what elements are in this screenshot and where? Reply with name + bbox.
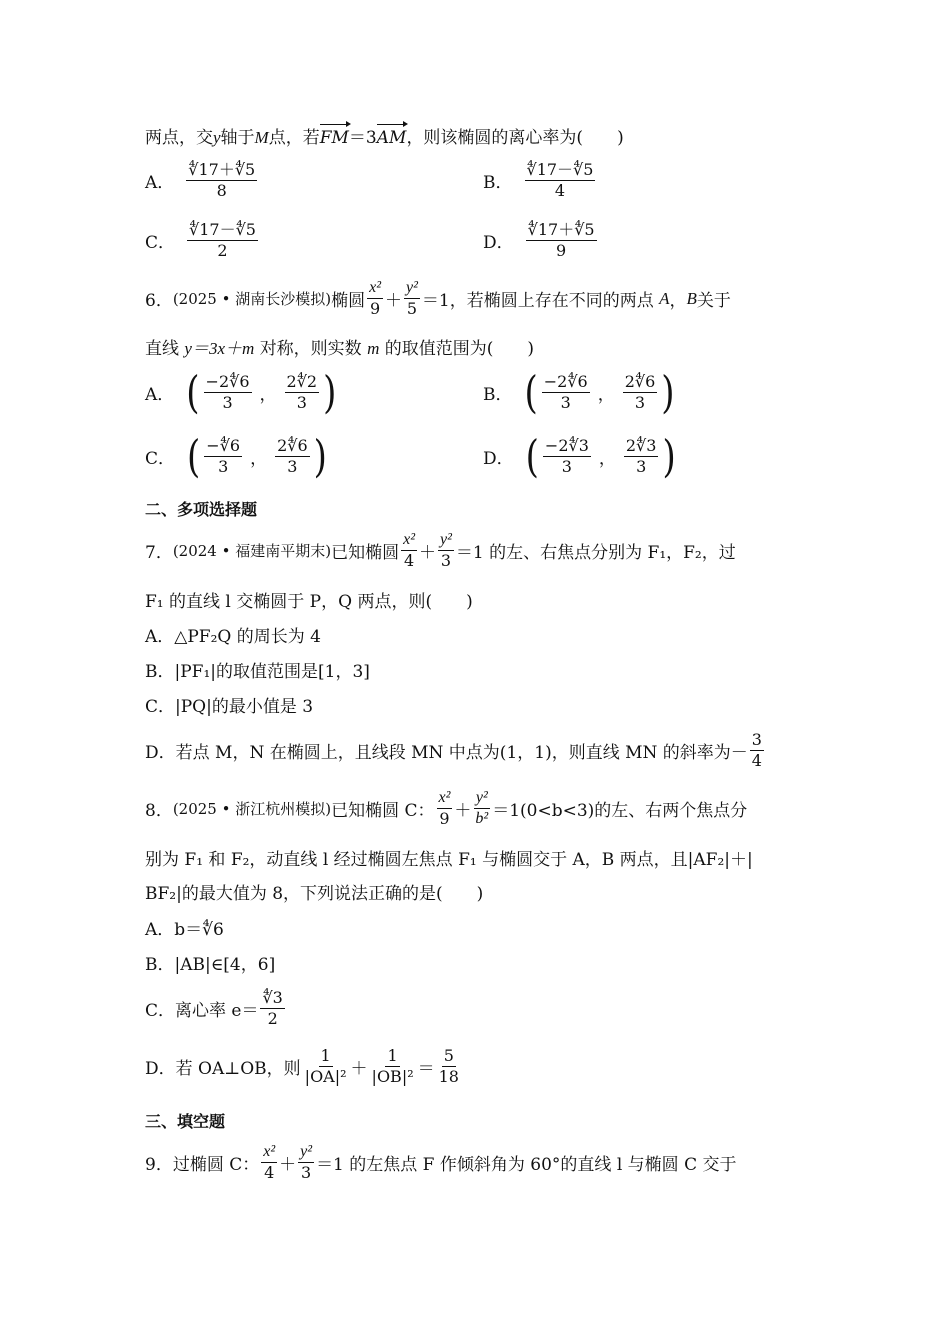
vector-fm: FM <box>319 128 349 148</box>
q6-var: A <box>659 288 670 308</box>
q8-stem-line3: BF₂|的最大值为 8，下列说法正确的是( ) <box>145 884 484 904</box>
denominator: 4 <box>751 751 762 770</box>
fraction <box>367 278 383 319</box>
q9-text: 过椭圆 C： <box>172 1155 260 1175</box>
numerator: 2∜6 <box>624 372 656 391</box>
q5-text: ＝3 <box>348 128 377 148</box>
denominator: 5 <box>406 299 418 318</box>
numerator: ∜17－∜5 <box>189 220 256 239</box>
q5-text: 轴于 <box>220 128 255 148</box>
right-paren: ) <box>313 430 327 483</box>
q6-stem: 6． (2025 • 湖南长沙模拟) 椭圆 $\frac{\text{x²}}{9}$ ＋ $\frac{\text{y²}}{5}$ ＝1，若椭圆上存在不同的两点 A ， B 关于 <box>145 279 731 318</box>
denominator: 3 <box>296 393 307 412</box>
fraction <box>473 788 490 829</box>
q7-option-c[interactable]: C．|PQ|的最小值是 3 <box>145 697 314 717</box>
denominator: b² <box>475 810 489 827</box>
fraction <box>542 372 590 413</box>
left-paren: ( <box>187 430 201 483</box>
q5-option-a[interactable] <box>145 160 259 201</box>
question-number: 9． <box>145 1155 173 1175</box>
numerator: x² <box>367 278 383 299</box>
q6-option-c[interactable]: C． ( $\frac{-∜6}{3}$ ， $\frac{2∜6}{3}$ ) <box>145 430 327 483</box>
denominator: 3 <box>440 551 452 570</box>
option-text: D．若 OA⊥OB，则 <box>145 1059 301 1079</box>
q6-text: 对称，则实数 <box>259 339 362 359</box>
question-number: 8． <box>145 801 173 821</box>
fraction <box>525 160 596 201</box>
left-paren: ( <box>525 430 539 483</box>
fraction <box>285 372 320 413</box>
numerator: x² <box>261 1142 277 1163</box>
fraction <box>204 436 242 477</box>
denominator: 4 <box>264 1163 275 1182</box>
fraction <box>543 436 591 477</box>
numerator: 1 <box>387 1046 398 1065</box>
q9-stem: 9． 过椭圆 C： $\frac{\text{x²}}{4}$ ＋ $\frac{\text{y²}}{3}$ ＝1 的左焦点 F 作倾斜角为 60°的直线 l 与椭圆 C 交于 <box>145 1143 737 1182</box>
q6-option-d[interactable]: D． ( $\frac{-2∜3}{3}$ ， $\frac{2∜3}{3}$ ) <box>483 430 676 483</box>
numerator: ∜17－∜5 <box>526 160 594 179</box>
q6-text: 的取值范围为( ) <box>384 339 535 359</box>
q8-text: 已知椭圆 C： <box>331 801 435 821</box>
left-paren: ( <box>524 366 538 419</box>
fraction <box>303 1046 349 1087</box>
right-paren: ) <box>323 366 337 419</box>
q5-option-b[interactable] <box>483 160 597 201</box>
numerator: 3 <box>751 730 762 749</box>
q6-equation: y＝3x＋m <box>184 339 255 358</box>
q7-text: 已知椭圆 <box>331 543 400 563</box>
q6-option-a[interactable]: A． ( $\frac{-2∜6}{3}$ ， $\frac{2∜2}{3}$ ) <box>145 366 337 419</box>
numerator: y² <box>298 1142 314 1163</box>
denominator: 9 <box>439 809 450 828</box>
q6-text: 椭圆 <box>331 291 366 311</box>
q7-option-b[interactable]: B．|PF₁|的取值范围是[1，3] <box>145 662 370 682</box>
fraction <box>187 220 258 261</box>
denominator: |OB|² <box>371 1067 414 1086</box>
q6-stem-line2 <box>145 337 534 361</box>
q6-text: 直线 <box>145 339 179 359</box>
option-text: C．离心率 e＝ <box>145 1001 259 1021</box>
numerator: 5 <box>443 1046 454 1065</box>
q5-option-c[interactable] <box>145 220 260 261</box>
fraction <box>204 372 252 413</box>
fraction <box>370 1046 416 1087</box>
q5-text: 两点，交 <box>145 128 213 148</box>
numerator: 1 <box>320 1046 331 1065</box>
fraction <box>260 988 284 1029</box>
q6-text: ＝1，若椭圆上存在不同的两点 <box>421 291 654 311</box>
numerator: −2∜6 <box>543 372 588 391</box>
question-source: (2025 • 湖南长沙模拟) <box>172 290 332 308</box>
numerator: y² <box>474 788 490 809</box>
q8-text: ＝1(0<b<3)的左、右两个焦点分 <box>492 801 748 821</box>
q8-option-c[interactable] <box>145 988 287 1029</box>
fraction <box>275 436 310 477</box>
option-label: B． <box>483 385 513 405</box>
q6-var: B <box>686 288 697 308</box>
fraction <box>186 160 257 201</box>
numerator: y² <box>404 278 420 299</box>
q9-text: ＝1 的左焦点 F 作倾斜角为 60°的直线 l 与椭圆 C 交于 <box>316 1155 737 1175</box>
q5-stem <box>145 126 624 150</box>
denominator: 3 <box>287 457 298 476</box>
q7-text: ＝1 的左、右焦点分别为 F₁，F₂，过 <box>455 543 736 563</box>
numerator: 2∜3 <box>625 436 657 455</box>
option-label: B． <box>483 173 513 193</box>
denominator: 4 <box>554 181 566 200</box>
q6-option-b[interactable]: B． ( $\frac{-2∜6}{3}$ ， $\frac{2∜6}{3}$ ) <box>483 366 675 419</box>
denominator: 3 <box>561 457 572 476</box>
option-text: D．若点 M，N 在椭圆上，且线段 MN 中点为(1，1)，则直线 MN 的斜率为－ <box>145 743 748 763</box>
denominator: |OA|² <box>304 1067 347 1086</box>
q6-var: m <box>367 339 380 358</box>
fraction <box>623 372 658 413</box>
numerator: ∜17＋∜5 <box>527 220 595 239</box>
numerator: −2∜3 <box>544 436 589 455</box>
right-paren: ) <box>662 430 676 483</box>
question-source: (2024 • 福建南平期末) <box>172 542 332 560</box>
section-heading-multi-choice: 二、多项选择题 <box>145 500 258 519</box>
numerator: −∜6 <box>206 436 241 455</box>
denominator: 9 <box>369 299 381 318</box>
q5-var: M <box>254 128 269 147</box>
denominator: 3 <box>560 393 571 412</box>
q6-text: 关于 <box>696 291 731 311</box>
denominator: 3 <box>222 393 233 412</box>
denominator: 9 <box>556 241 567 260</box>
q7-stem-line2: F₁ 的直线 l 交椭圆于 P，Q 两点，则( ) <box>145 592 473 612</box>
option-label: D． <box>483 449 514 469</box>
q8-stem-line2: 别为 F₁ 和 F₂，动直线 l 经过椭圆左焦点 F₁ 与椭圆交于 A，B 两点，且|AF₂|＋| <box>145 850 753 870</box>
question-source: (2025 • 浙江杭州模拟) <box>172 800 332 818</box>
option-label: C． <box>145 233 176 253</box>
right-paren: ) <box>661 366 675 419</box>
vector-am: AM <box>376 128 407 148</box>
numerator: y² <box>438 530 454 551</box>
q7-option-d[interactable] <box>145 730 766 771</box>
q5-text: ，则该椭圆的离心率为( ) <box>406 128 624 148</box>
numerator: x² <box>437 788 453 809</box>
fraction <box>526 220 597 261</box>
numerator: 2∜2 <box>286 372 318 391</box>
q5-option-d[interactable] <box>483 220 599 261</box>
fraction <box>624 436 659 477</box>
q8-option-d[interactable]: D．若 OA⊥OB，则 $\frac{1}{\text{|OA|²}}$ ＋ $\frac{1}{\text{|OB|²}}$ ＝ $\frac{5}{18}$ <box>145 1046 459 1086</box>
denominator: 2 <box>217 241 228 260</box>
option-label: A． <box>145 385 175 405</box>
fraction <box>404 278 420 319</box>
fraction <box>437 1046 461 1087</box>
fraction <box>438 530 454 571</box>
q7-stem: 7． (2024 • 福建南平期末) 已知椭圆 $\frac{\text{x²}}{4}$ ＋ $\frac{\text{y²}}{3}$ ＝1 的左、右焦点分别为 F₁，F₂，过 <box>145 531 736 570</box>
denominator: 8 <box>216 181 227 200</box>
q8-stem: 8． (2025 • 浙江杭州模拟) 已知椭圆 C： $\frac{\text{x²}}{9}$ ＋ $\frac{\text{y²}}{\text{b²}}$ ＝1(0<b<3)的左、右两个焦点分 <box>145 789 748 828</box>
q5-text: 点，若 <box>268 128 320 148</box>
denominator: 3 <box>301 1163 312 1182</box>
q8-option-a[interactable]: A．b＝∜6 <box>145 920 224 940</box>
numerator: −2∜6 <box>205 372 250 391</box>
fraction <box>437 788 453 829</box>
denominator: 3 <box>634 393 646 412</box>
fraction <box>261 1142 277 1183</box>
option-label: C． <box>145 449 176 469</box>
denominator: 2 <box>267 1009 278 1028</box>
numerator: x² <box>401 530 417 551</box>
q5-var: y <box>213 128 221 147</box>
denominator: 18 <box>438 1067 459 1086</box>
option-label: A． <box>145 173 175 193</box>
q8-option-b[interactable]: B．|AB|∈[4，6] <box>145 955 276 975</box>
question-number: 6． <box>145 291 173 311</box>
numerator: 2∜6 <box>277 436 308 455</box>
numerator: ∜17＋∜5 <box>188 160 256 179</box>
denominator: 3 <box>636 457 647 476</box>
equals-sign: ＝ <box>417 1059 435 1079</box>
denominator: 3 <box>218 457 229 476</box>
fraction <box>401 530 417 571</box>
section-heading-fill-in: 三、填空题 <box>145 1112 226 1131</box>
question-number: 7． <box>145 543 173 563</box>
left-paren: ( <box>186 366 200 419</box>
q7-option-a[interactable]: A．△PF₂Q 的周长为 4 <box>145 627 321 647</box>
fraction <box>750 730 764 771</box>
fraction <box>298 1142 314 1183</box>
option-label: D． <box>483 233 514 253</box>
denominator: 4 <box>403 551 415 570</box>
numerator: ∜3 <box>262 988 283 1007</box>
